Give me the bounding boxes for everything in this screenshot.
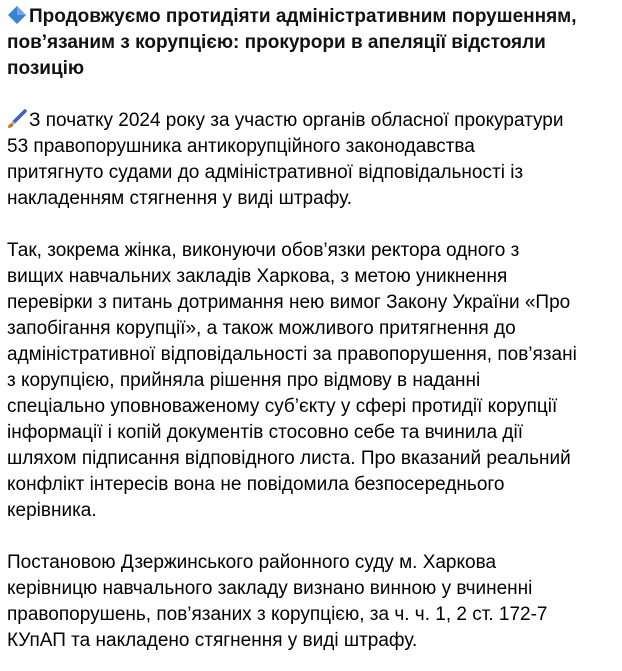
text-line [7,394,622,420]
text-line-content: запобігання корупції», а також можливого притягнення до [7,318,516,339]
text-line [7,160,622,186]
paragraph-statistics [7,108,622,212]
text-line [7,446,622,472]
text-line-content: Так, зокрема жінка, виконуючи обов’язки ректора одного з [7,240,520,261]
text-line-content: 53 правопорушника антикорупційного законодавства [7,136,475,157]
paragraph-case-details [7,238,622,524]
text-line [7,628,622,654]
text-line-content: накладенням стягнення у виді штрафу. [7,188,352,209]
text-line [7,602,622,628]
post-title [7,4,622,82]
text-line [7,238,622,264]
text-line-content: вищих навчальних закладів Харкова, з метою уникнення [7,266,508,287]
text-line-content: адміністративної відповідальності за правопорушення, пов’язані [7,344,577,365]
text-line-content: інформації і копій документів стосовно себе та вчинила дії [7,422,523,443]
text-line-content: керівницю навчального закладу визнано винною у вчиненні [7,578,533,599]
text-line [7,550,622,576]
text-line-content: з корупцією, прийняла рішення про відмову в наданні [7,370,481,391]
text-line-content: перевірки з питань дотримання нею вимог Закону України «Про [7,292,571,313]
text-line [7,342,622,368]
text-line [7,264,622,290]
text-line [7,420,622,446]
paintbrush-icon [7,110,29,131]
text-line [7,134,622,160]
blue-diamond-icon [7,6,29,27]
text-line-content: керівника. [7,500,97,521]
text-line-content: конфлікт інтересів вона не повідомила безпосереднього [7,474,505,495]
text-line [7,186,622,212]
text-line-content: пов’язаним з корупцією: прокурори в апеляції відстояли [7,32,546,53]
text-line [7,316,622,342]
text-line [7,472,622,498]
text-line-content: притягнуто судами до адміністративної відповідальності із [7,162,524,183]
text-line-content: позицію [7,58,85,79]
text-line [7,56,622,82]
text-line [7,108,622,134]
text-line [7,30,622,56]
text-line-content: З початку 2024 року за участю органів обласної прокуратури [29,110,564,131]
text-line-content: КУпАП та накладено стягнення у виді штрафу. [7,630,418,651]
text-line [7,368,622,394]
text-line [7,498,622,524]
text-line [7,290,622,316]
text-line [7,4,622,30]
text-line-content: шляхом підписання відповідного листа. Про вказаний реальний [7,448,571,469]
text-line-content: спеціально уповноваженому суб’єкту у сфері протидії корупції [7,396,558,417]
paragraph-court-ruling [7,550,622,654]
text-line-content: Постановою Дзержинського районного суду м. Харкова [7,552,497,573]
text-line-content: правопорушень, пов’язаних з корупцією, за ч. ч. 1, 2 ст. 172-7 [7,604,548,625]
text-line-content: Продовжуємо протидіяти адміністративним порушенням, [29,6,577,27]
text-line [7,576,622,602]
